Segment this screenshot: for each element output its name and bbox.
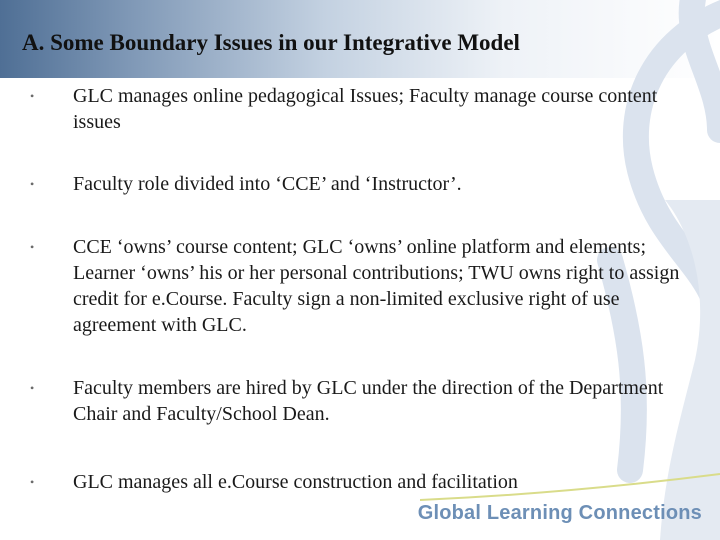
bullet-text: GLC manages online pedagogical Issues; Faculty manage course content issues [73, 85, 658, 133]
bullet-marker: • [30, 475, 35, 489]
slide-title: A. Some Boundary Issues in our Integrative Model [22, 30, 520, 55]
bullet-marker: • [30, 381, 35, 395]
bullet-marker: • [30, 177, 35, 191]
bullet-marker: • [30, 240, 35, 254]
brand-logo-text: Global Learning Connections [417, 502, 702, 524]
bullet-text: Faculty members are hired by GLC under the direction of the Department Chair and Faculty/School Dean. [73, 377, 664, 425]
bullet-text: GLC manages all e.Course construction and facilitation [73, 471, 518, 493]
bullet-text: CCE ‘owns’ course content; GLC ‘owns’ online platform and elements; Learner ‘owns’ his or her personal contributions; TWU owns right to assign credit for e.Course. Faculty sign a non-limited exclusive right of use agreement with GLC. [73, 236, 680, 336]
bullet-marker: • [30, 89, 35, 103]
bullet-text: Faculty role divided into ‘CCE’ and ‘Instructor’. [73, 173, 462, 195]
